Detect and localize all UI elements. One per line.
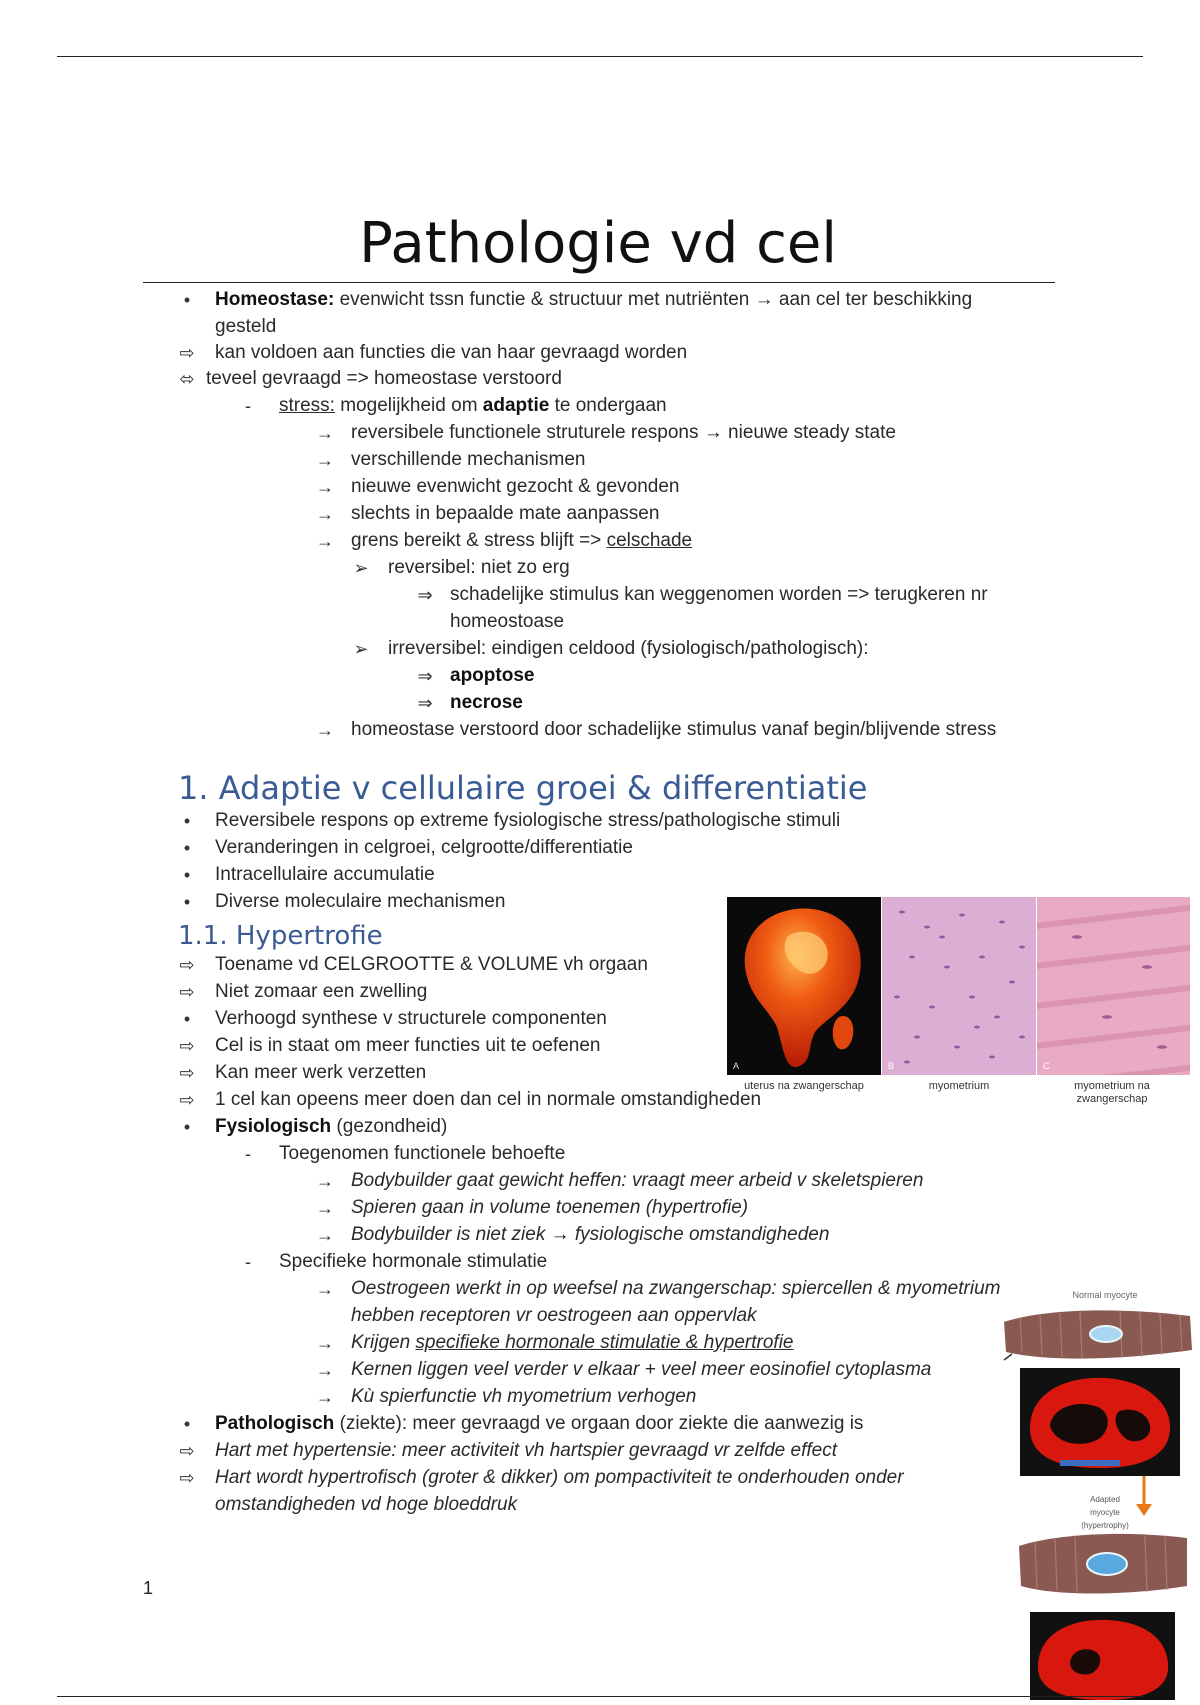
- myocyte-icon: [1000, 1300, 1195, 1368]
- reversibel-line: reversibel: niet zo erg: [388, 557, 570, 578]
- stress-text-b: te ondergaan: [549, 395, 667, 416]
- arrow-thin-marker: →: [316, 477, 334, 497]
- adaptie-term: adaptie: [482, 395, 550, 416]
- myometrium-pregnancy-micrograph: [1037, 897, 1190, 1075]
- toegenomen-item: Spieren gaan in volume toenemen (hypertrofie): [351, 1197, 749, 1218]
- page-number: 1: [143, 1578, 154, 1598]
- panel-letter-c: C: [1043, 1061, 1050, 1071]
- caption-myometrium: myometrium: [928, 1080, 990, 1092]
- stress-item: [351, 528, 692, 554]
- bullet-marker: •: [183, 865, 191, 885]
- homeostase-text: evenwicht tssn functie & structuur met nutriënten: [334, 289, 755, 310]
- stress-item: verschillende mechanismen: [351, 449, 586, 470]
- homeostase-tail: aan cel ter beschikking: [773, 289, 973, 310]
- irreversibel-line: irreversibel: eindigen celdood (fysiologisch/pathologisch):: [388, 638, 869, 659]
- panel-letter-b: B: [888, 1061, 895, 1071]
- fysiologisch-line: [215, 1114, 447, 1140]
- stress-item: nieuwe evenwicht gezocht & gevonden: [351, 476, 680, 497]
- normal-myocyte-illustration: [1000, 1300, 1195, 1368]
- arrow-open-marker: ⇨: [179, 1468, 195, 1488]
- hypertrofie-item: Toename vd CELGROOTTE & VOLUME vh orgaan: [215, 954, 648, 975]
- bullet-marker: •: [183, 811, 191, 831]
- arrow-open-marker: ⇨: [179, 1036, 195, 1056]
- arrow-open-marker: ⇨: [179, 982, 195, 1002]
- dash-marker: -: [245, 396, 251, 416]
- toegenomen-item-text: Bodybuilder is niet ziek: [351, 1224, 551, 1245]
- myometrium-micrograph: [882, 897, 1036, 1075]
- myocyte-icon: [1015, 1528, 1190, 1598]
- section-heading-hypertrofie: 1.1. Hypertrofie: [178, 921, 383, 951]
- ku-line: Kù spierfunctie vh myometrium verhogen: [351, 1386, 697, 1407]
- reversibel-sub-2: homeostoase: [450, 611, 565, 632]
- arrow-thin-marker: →: [316, 1279, 334, 1299]
- bullet-marker: •: [183, 290, 191, 310]
- arrow-thin-marker: →: [316, 450, 334, 470]
- stress-item: [351, 420, 896, 446]
- arrow-double-right-marker: ⇒: [417, 693, 433, 713]
- arrowhead-marker: ➢: [353, 558, 369, 578]
- necrose-term: necrose: [450, 692, 523, 713]
- bullet-marker: •: [183, 1009, 191, 1029]
- footer-rule: [57, 1696, 1143, 1697]
- hart-line: Hart met hypertensie: meer activiteit vh hartspier gevraagd vr zelfde effect: [215, 1440, 837, 1461]
- stress-term: stress:: [279, 395, 335, 416]
- bullet-marker: •: [183, 1117, 191, 1137]
- voldoen-line: kan voldoen aan functies die van haar gevraagd worden: [215, 342, 688, 363]
- arrow-double-right-marker: ⇒: [417, 666, 433, 686]
- hypertrofie-item: Verhoogd synthese v structurele componenten: [215, 1008, 607, 1029]
- section-heading-adaptie: 1. Adaptie v cellulaire groei & differentiatie: [178, 769, 868, 807]
- arrow-thin-marker: →: [316, 504, 334, 524]
- homeostase-line-2: gesteld: [215, 316, 277, 337]
- heart-cross-section-normal: [1020, 1368, 1180, 1476]
- panel-letter-a: A: [733, 1061, 740, 1071]
- homeostase-line: [215, 287, 972, 313]
- bullet-marker: •: [183, 892, 191, 912]
- homeostase-verstoord-line: homeostase verstoord door schadelijke stimulus vanaf begin/blijvende stress: [351, 719, 997, 740]
- section1-bullet: Diverse moleculaire mechanismen: [215, 891, 506, 912]
- arrow-open-marker: ⇨: [179, 1063, 195, 1083]
- krijgen-text: Krijgen: [351, 1332, 416, 1353]
- arrow-thin-marker: →: [316, 531, 334, 551]
- header-rule: [57, 56, 1143, 57]
- section1-bullet: Intracellulaire accumulatie: [215, 864, 435, 885]
- micrograph-icon: [882, 897, 1036, 1075]
- kernen-line: Kernen liggen veel verder v elkaar + veel meer eosinofiel cytoplasma: [351, 1359, 932, 1380]
- arrow-icon: →: [703, 422, 723, 443]
- oestrogeen-line: Oestrogeen werkt in op weefsel na zwangerschap: spiercellen & myometrium: [351, 1278, 1001, 1299]
- arrowhead-marker: ➢: [353, 639, 369, 659]
- fysio-tail: fysiologische omstandigheden: [569, 1224, 830, 1245]
- arrow-open-marker: ⇨: [179, 1090, 195, 1110]
- hypertrofie-item: Niet zomaar een zwelling: [215, 981, 428, 1002]
- arrow-icon: →: [754, 289, 774, 310]
- caption-uterus: uterus na zwangerschap: [744, 1080, 864, 1092]
- hypertrofie-item: Kan meer werk verzetten: [215, 1062, 427, 1083]
- arrow-open-marker: ⇨: [179, 955, 195, 975]
- arrow-open-marker: ⇨: [179, 343, 195, 363]
- steady-tail: nieuwe steady state: [722, 422, 896, 443]
- celschade-term: celschade: [606, 530, 693, 551]
- arrow-open-marker: ⇨: [179, 1441, 195, 1461]
- label-normal-myocyte: Normal myocyte: [1072, 1290, 1138, 1300]
- section1-bullet: Reversibele respons op extreme fysiologische stress/pathologische stimuli: [215, 810, 841, 831]
- arrow-double-right-marker: ⇒: [417, 585, 433, 605]
- specifieke-line: Specifieke hormonale stimulatie: [279, 1251, 548, 1272]
- hormonale-stimulatie-term: specifieke hormonale stimulatie & hypertrofie: [415, 1332, 794, 1353]
- arrow-thin-marker: →: [316, 1171, 334, 1191]
- heart-icon: [1030, 1612, 1175, 1700]
- teveel-line: teveel gevraagd => homeostase verstoord: [206, 368, 562, 389]
- section1-bullet: Veranderingen in celgroei, celgrootte/differentiatie: [215, 837, 633, 858]
- homeostase-term: Homeostase:: [215, 289, 335, 310]
- heart-cross-section-hypertrophy: [1030, 1612, 1175, 1700]
- arrow-thin-marker: →: [316, 1333, 334, 1353]
- arrow-thin-marker: →: [316, 1225, 334, 1245]
- pathologisch-term: Pathologisch: [215, 1413, 335, 1434]
- reversibel-sub: schadelijke stimulus kan weggenomen worden => terugkeren nr: [450, 584, 988, 605]
- caption-myometrium-pregnancy: myometrium na zwangerschap: [1074, 1080, 1150, 1105]
- uterus-photo: [727, 897, 881, 1075]
- arrow-thin-marker: →: [316, 720, 334, 740]
- arrow-double-marker: ⬄: [179, 369, 195, 389]
- arrow-thin-marker: →: [316, 1198, 334, 1218]
- uterus-icon: [727, 897, 881, 1075]
- micrograph-icon: [1037, 897, 1190, 1075]
- krijgen-line: [351, 1330, 794, 1356]
- stress-item-text: grens bereikt & stress blijft =>: [351, 530, 607, 551]
- page-title: Pathologie vd cel: [359, 211, 837, 276]
- oestrogeen-line-2: hebben receptoren vr oestrogeen aan oppervlak: [351, 1305, 757, 1326]
- arrow-icon: →: [550, 1224, 570, 1245]
- toegenomen-item: [351, 1222, 829, 1248]
- arrow-thin-marker: →: [316, 1360, 334, 1380]
- heart-icon: [1020, 1368, 1180, 1476]
- hypertrofie-item: Cel is in staat om meer functies uit te oefenen: [215, 1035, 601, 1056]
- toegenomen-item: Bodybuilder gaat gewicht heffen: vraagt meer arbeid v skeletspieren: [351, 1170, 924, 1191]
- arrow-thin-marker: →: [316, 423, 334, 443]
- fysiologisch-tail: (gezondheid): [331, 1116, 448, 1137]
- title-underline: [143, 282, 1055, 283]
- down-arrow-icon: [1132, 1476, 1162, 1518]
- stress-item: slechts in bepaalde mate aanpassen: [351, 503, 660, 524]
- dash-marker: -: [245, 1144, 251, 1164]
- stress-item-text: reversibele functionele struturele respons: [351, 422, 704, 443]
- toegenomen-line: Toegenomen functionele behoefte: [279, 1143, 566, 1164]
- hypertrofie-item: 1 cel kan opeens meer doen dan cel in normale omstandigheden: [215, 1089, 762, 1110]
- arrow-thin-marker: →: [316, 1387, 334, 1407]
- hart-hypertrofisch-line: Hart wordt hypertrofisch (groter & dikker) om pompactiviteit te onderhouden onder: [215, 1467, 904, 1488]
- apoptose-term: apoptose: [450, 665, 535, 686]
- fysiologisch-term: Fysiologisch: [215, 1116, 332, 1137]
- bullet-marker: •: [183, 1414, 191, 1434]
- pathologisch-line: [215, 1411, 863, 1437]
- hypertrophic-myocyte-illustration: [1015, 1528, 1190, 1598]
- stress-text-a: mogelijkheid om: [334, 395, 483, 416]
- bullet-marker: •: [183, 838, 191, 858]
- label-adapted-myocyte: Adapted myocyte (hypertrophy): [1081, 1495, 1129, 1530]
- hart-hypertrofisch-line-2: omstandigheden vd hoge bloeddruk: [215, 1494, 518, 1515]
- stress-line: [279, 393, 667, 419]
- dash-marker: -: [245, 1252, 251, 1272]
- pathologisch-tail: (ziekte): meer gevraagd ve orgaan door ziekte die aanwezig is: [334, 1413, 864, 1434]
